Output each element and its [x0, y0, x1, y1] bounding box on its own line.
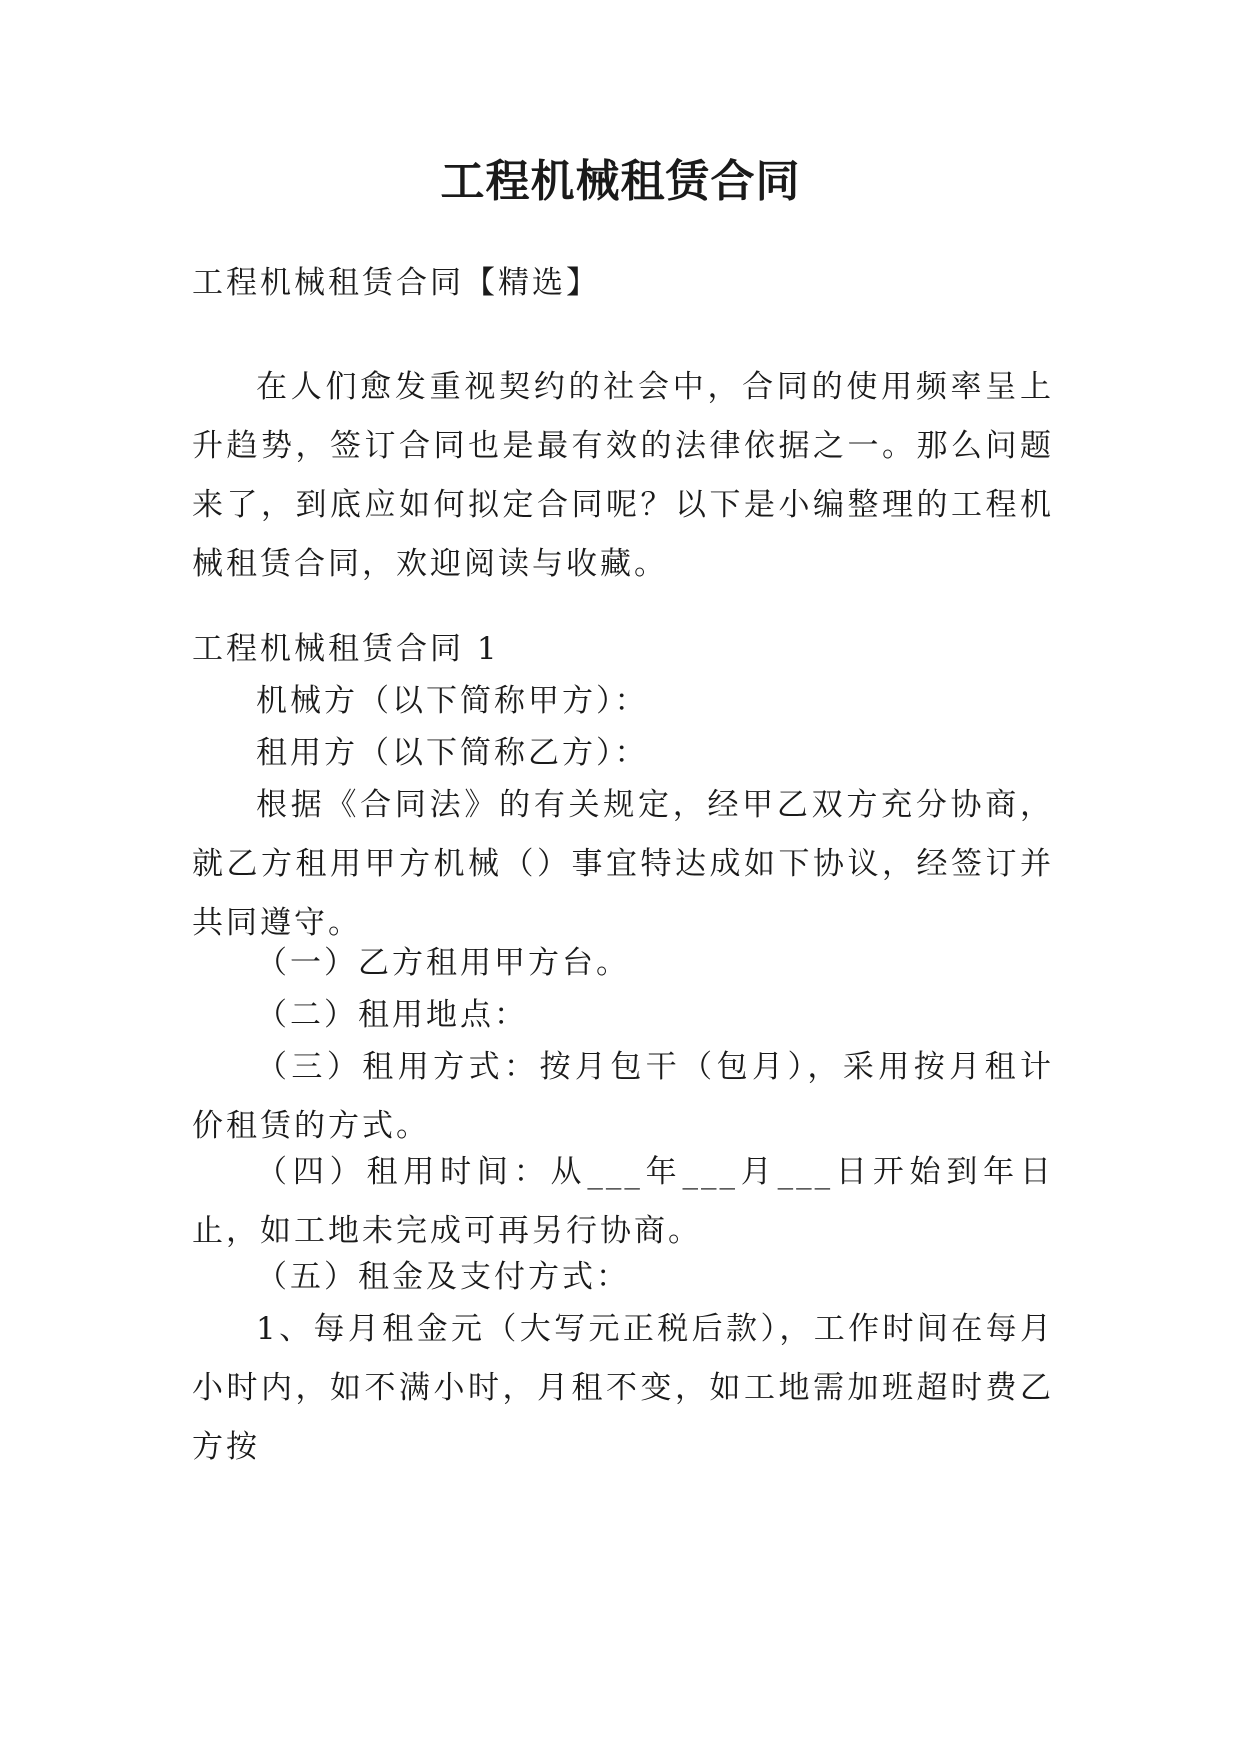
- party-b-line: 租用方（以下简称乙方）：: [256, 735, 649, 771]
- clause-3: （三）租用方式：按月包干（包月），采用按月租计价租赁的方式。: [192, 1049, 1054, 1144]
- preamble-paragraph: 根据《合同法》的有关规定，经甲乙双方充分协商，就乙方租用甲方机械（）事宜特达成如下协议，经签订并共同遵守。: [192, 787, 1054, 941]
- rent-item-1: 1、每月租金元（大写元正税后款），工作时间在每月小时内，如不满小时，月租不变，如工地需加班超时费乙方按: [192, 1311, 1054, 1465]
- document-subtitle: 工程机械租赁合同【精选】: [192, 265, 600, 301]
- section-heading: 工程机械租赁合同 1: [192, 631, 500, 667]
- clause-5: （五）租金及支付方式：: [256, 1259, 630, 1295]
- clause-2: （二）租用地点：: [256, 997, 528, 1033]
- clause-1: （一）乙方租用甲方台。: [256, 945, 630, 981]
- intro-paragraph: 在人们愈发重视契约的社会中，合同的使用频率呈上升趋势，签订合同也是最有效的法律依据之一。那么问题来了，到底应如何拟定合同呢？以下是小编整理的工程机械租赁合同，欢迎阅读与收藏。: [192, 369, 1054, 582]
- clause-4: （四）租用时间：从___年___月___日开始到年日止，如工地未完成可再另行协商。: [192, 1154, 1054, 1249]
- document-title: 工程机械租赁合同: [440, 156, 801, 207]
- party-a-line: 机械方（以下简称甲方）：: [256, 683, 649, 719]
